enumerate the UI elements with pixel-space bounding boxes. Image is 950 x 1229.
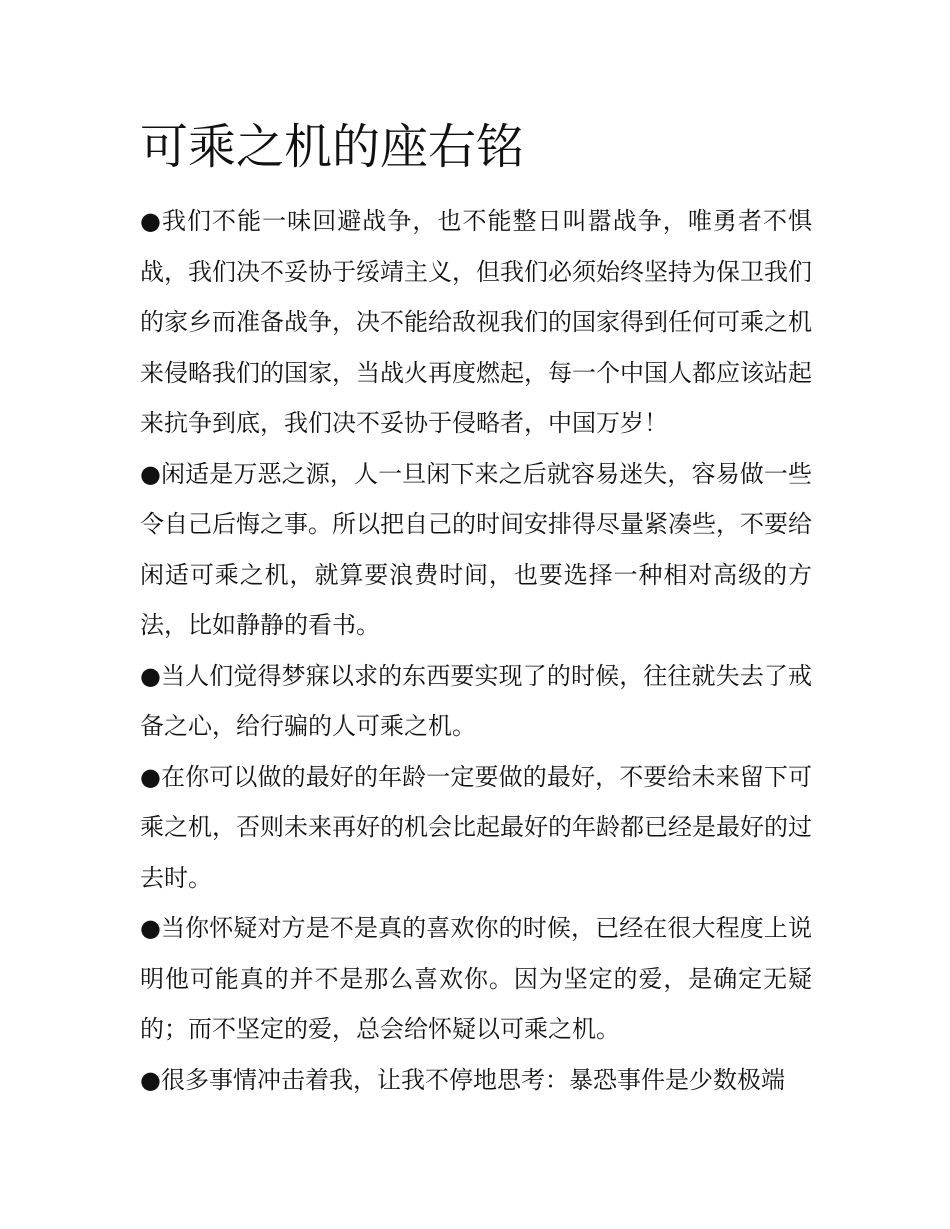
paragraph-3: ●当人们觉得梦寐以求的东西要实现了的时候，往往就失去了戒备之心，给行骗的人可乘之机。 bbox=[140, 661, 812, 740]
paragraph-2: ●闲适是万恶之源，人一旦闲下来之后就容易迷失，容易做一些令自己后悔之事。所以把自己的时间安排得尽量紧凑些，不要给闲适可乘之机，就算要浪费时间，也要选择一种相对高级的方法，比如静静的看书。 bbox=[140, 459, 812, 639]
paragraph-1: ●我们不能一味回避战争，也不能整日叫嚣战争，唯勇者不惧战，我们决不妥协于绥靖主义，但我们必须始终坚持为保卫我们的家乡而准备战争，决不能给敌视我们的国家得到任何可乘之机来侵略我们的国家，当战火再度燃起，每一个中国人都应该站起来抗争到底，我们决不妥协于侵略者，中国万岁！ bbox=[140, 207, 812, 437]
page-title: 可乘之机的座右铭 bbox=[140, 119, 525, 175]
paragraph-6: ●很多事情冲击着我，让我不停地思考：暴恐事件是少数极端 bbox=[140, 1065, 785, 1094]
document-body bbox=[140, 196, 812, 1105]
paragraph-5: ●当你怀疑对方是不是真的喜欢你的时候，已经在很大程度上说明他可能真的并不是那么喜欢你。因为坚定的爱，是确定无疑的；而不坚定的爱，总会给怀疑以可乘之机。 bbox=[140, 914, 812, 1043]
document-page bbox=[140, 112, 812, 1105]
paragraph-4: ●在你可以做的最好的年龄一定要做的最好，不要给未来留下可乘之机，否则未来再好的机会比起最好的年龄都已经是最好的过去时。 bbox=[140, 762, 812, 892]
